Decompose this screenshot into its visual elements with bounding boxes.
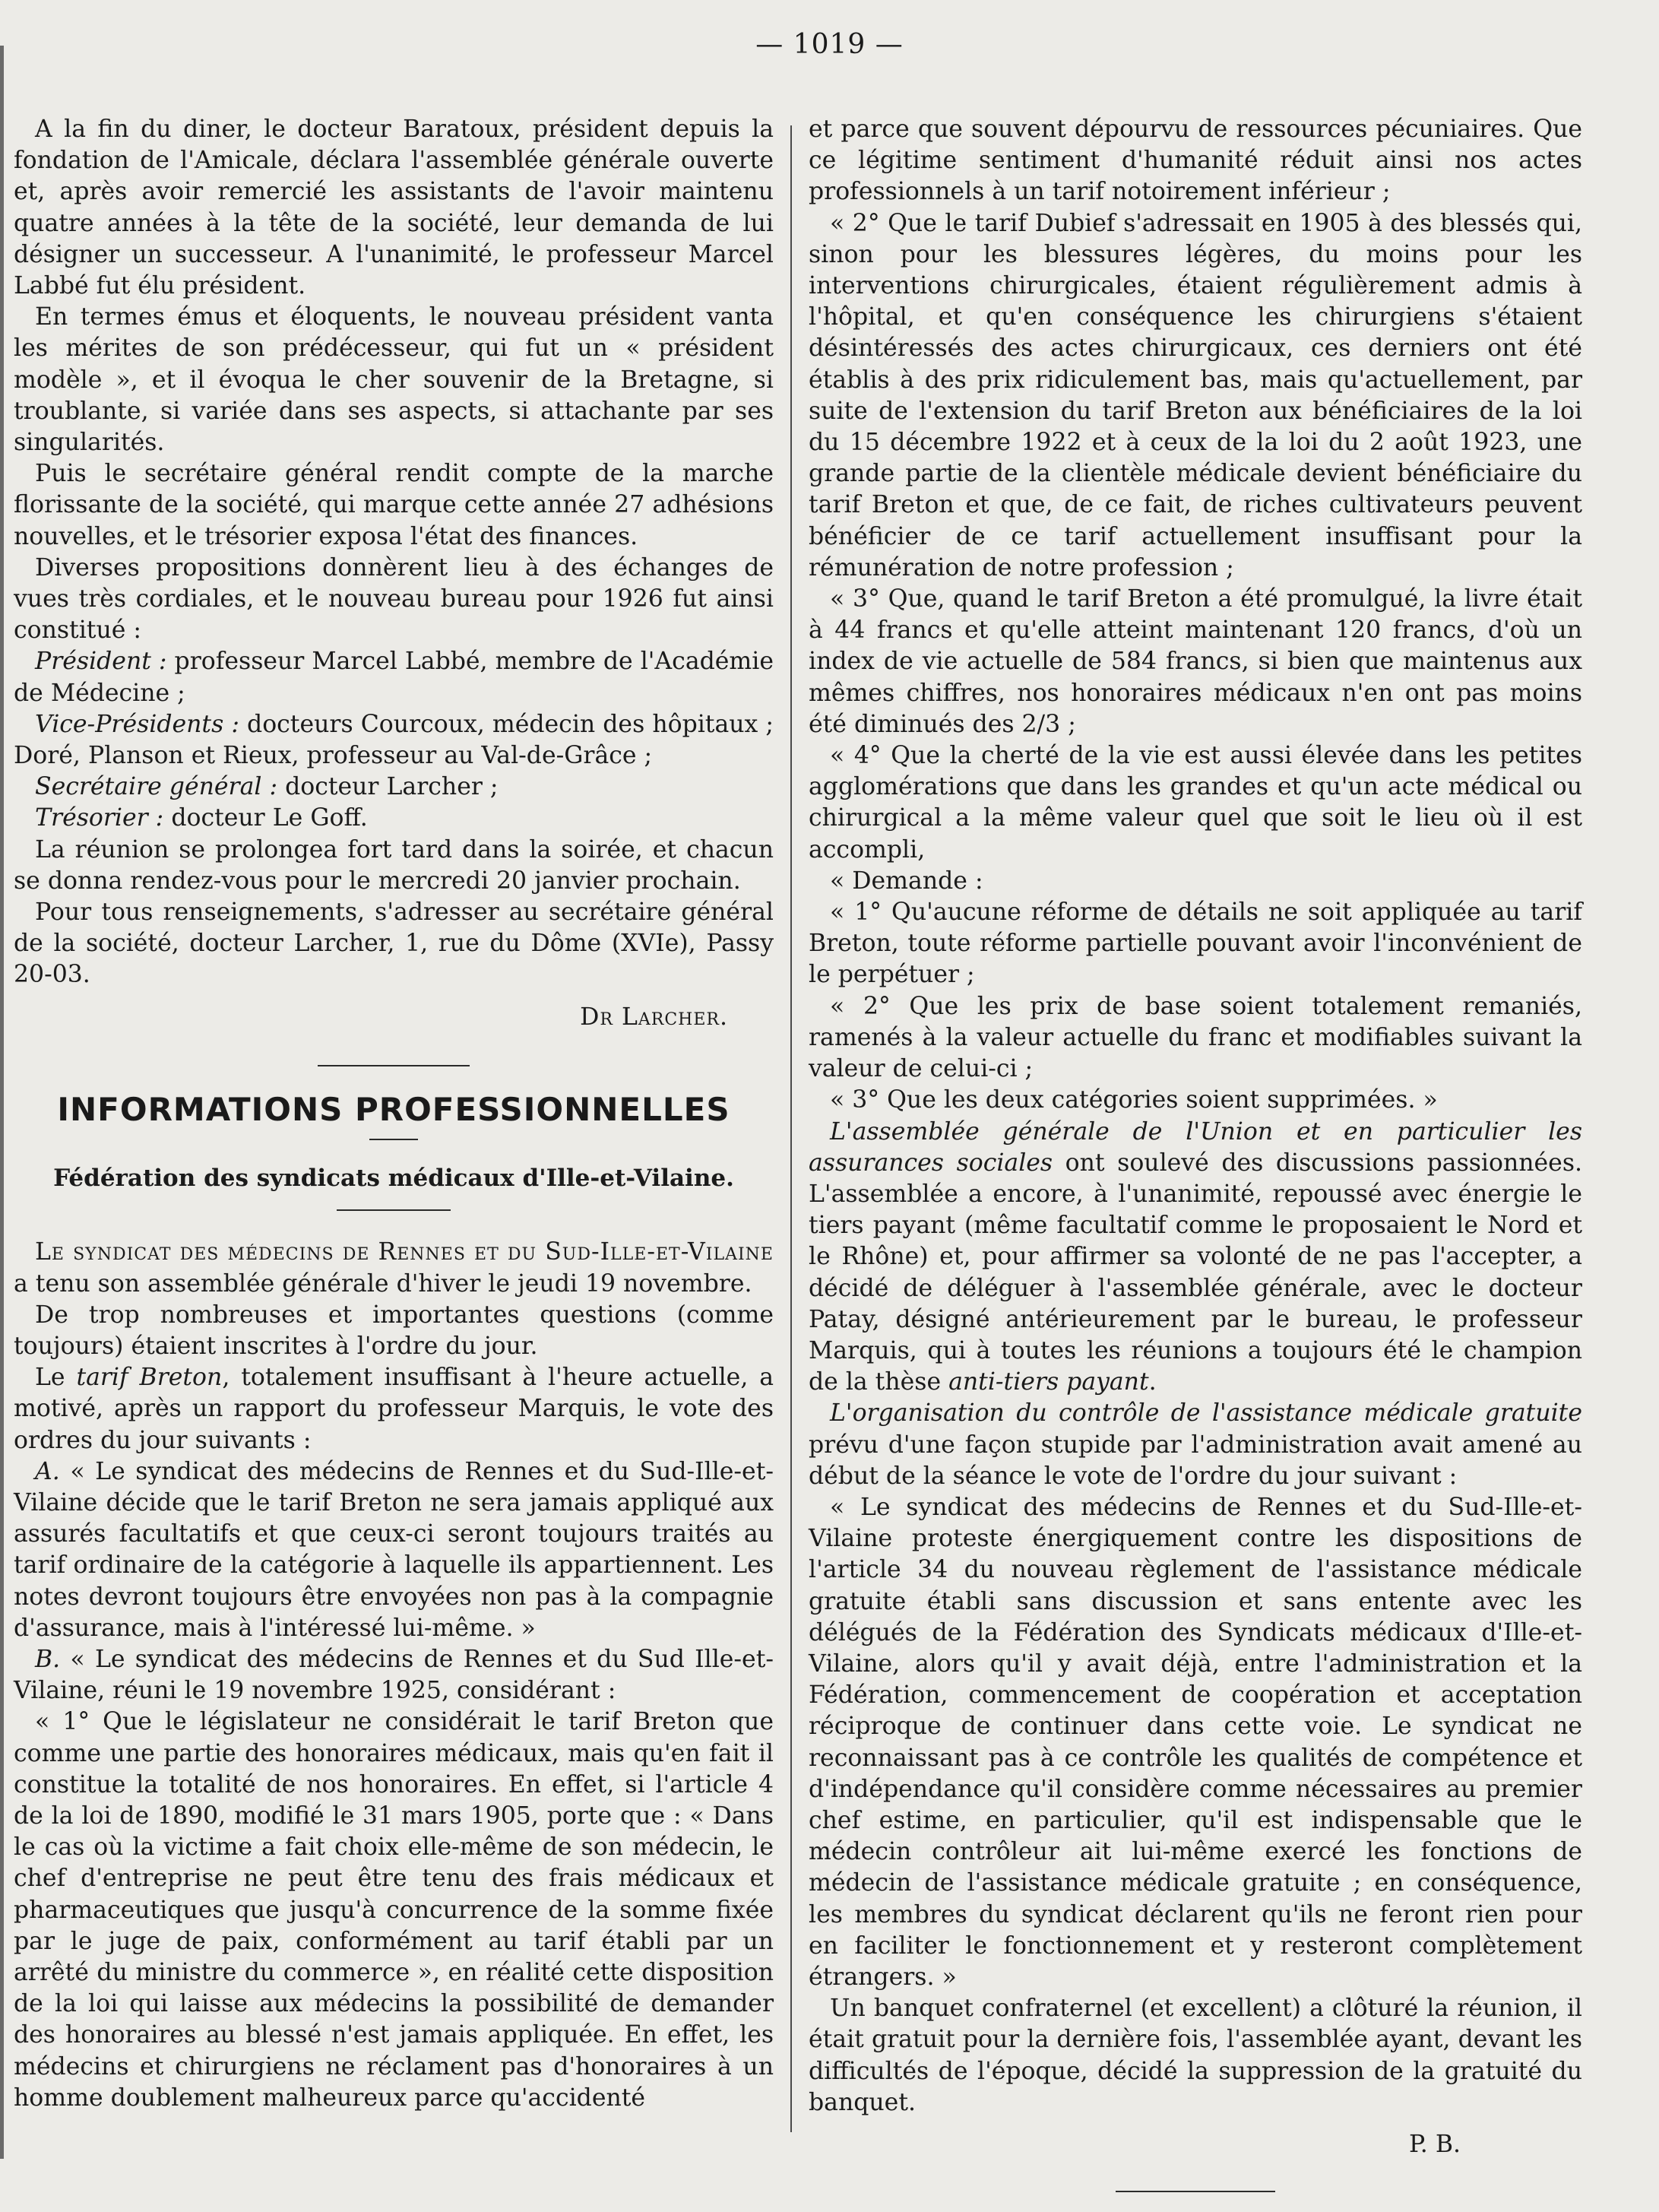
- text: « Le syndicat des médecins de Rennes et du Sud-Ille-et-Vilaine décide que le tarif Breton ne sera jamais appliqué aux assurés facultatifs et que ceux-ci seront toujours traités au tarif ordinaire de la catégorie à laquelle ils appartiennent. Les notes devront toujours être envoyées non pas à la compagnie d'assurance, mais à l'intéressé lui-même. »: [14, 1457, 774, 1642]
- paragraph: « Le syndicat des médecins de Rennes et du Sud-Ille-et-Vilaine proteste énergiquement contre les dispositions de l'article 34 du nouveau règlement de l'assistance médicale gratuite établi sans discussion et sans entente avec les délégués de la Fédération des Syndicats médicaux d'Ille-et-Vilaine, alors qu'il y avait déjà, entre l'administration et la Fédération, commencement de coopération et acceptation réciproque de continuer dans cette voie. Le syndicat ne reconnaissant pas à ce contrôle les qualités de compétence et d'indépendance qu'il considère comme nécessaires au premier chef estime, en particulier, qu'il est indispensable que le médecin contrôleur ait lui-même exercé les fonctions de médecin de l'assistance médicale gratuite ; en conséquence, les membres du syndicat déclarent qu'ils ne feront rien pour en faciliter le fonctionnement et y resteront complètement étrangers. »: [809, 1493, 1582, 1991]
- paragraph: En termes émus et éloquents, le nouveau président vanta les mérites de son prédécesseur, qui fut un « président modèle », et il évoqua le cher souvenir de la Bretagne, si troublante, si variée dans ses aspects, si attachante par ses singularités.: [14, 303, 774, 457]
- text: , totalement insuffisant à l'heure actuelle, a motivé, après un rapport du professeur Marquis, le vote des ordres du jour suivants :: [14, 1364, 774, 1454]
- separator: [337, 1209, 451, 1211]
- label: Trésorier :: [35, 804, 164, 832]
- paragraph: Diverses propositions donnèrent lieu à des échanges de vues très cordiales, et le nouveau bureau pour 1926 fut ainsi constitué :: [14, 553, 774, 645]
- text: docteur Le Goff.: [163, 804, 368, 832]
- text: Le syndicat des médecins de Rennes et du Sud-Ille-et-Vilaine: [35, 1238, 774, 1266]
- column-divider: [790, 125, 792, 2132]
- text: prévu d'une façon stupide par l'administration avait amené au début de la séance le vote de l'ordre du jour suivant :: [809, 1431, 1582, 1490]
- label: Président :: [35, 648, 167, 676]
- section-title: INFORMATIONS PROFESSIONNELLES: [57, 1090, 730, 1128]
- bureau-treasurer: [14, 803, 774, 834]
- paragraph: A la fin du diner, le docteur Baratoux, président depuis la fondation de l'Amicale, déclara l'assemblée générale ouverte et, après avoir remercié les assistants de l'avoir maintenu quatre années à la tête de la société, leur demanda de lui désigner un successeur. A l'unanimité, le professeur Marcel Labbé fut élu président.: [14, 116, 774, 300]
- paragraph: « 1° Que le législateur ne considérait le tarif Breton que comme une partie des honoraires médicaux, mais qu'en fait il constitue la totalité de nos honoraires. En effet, si l'article 4 de la loi de 1890, modifié le 31 mars 1905, porte que : « Dans le cas où la victime a fait choix elle-même de son médecin, le chef d'entreprise ne peut être tenu des frais médicaux et pharmaceutiques que jusqu'à concurrence de la somme fixée par le juge de paix, conformément au tarif établi par un arrêté du ministre du commerce », en réalité cette disposition de la loi qui laisse aux médecins la possibilité de demander des honoraires au blessé n'est jamais appliquée. En effet, les médecins et chirurgiens ne réclament pas d'honoraires à un homme doublement malheureux parce qu'accidenté: [14, 1708, 774, 2112]
- bureau-president: [14, 646, 774, 708]
- paragraph: « 4° Que la cherté de la vie est aussi élevée dans les petites agglomérations que dans les grandes et qu'un acte médical ou chirurgical a la même valeur quel que soit le lieu où il est accompli,: [809, 742, 1582, 864]
- signature: Dr Larcher.: [580, 1003, 728, 1031]
- text: L'organisation du contrôle de l'assistance médicale gratuite: [830, 1399, 1582, 1428]
- sub-title: Fédération des syndicats médicaux d'Ille-et-Vilaine.: [53, 1165, 734, 1193]
- paragraph: [809, 1117, 1582, 1399]
- text: L'assemblée générale de l'Union et en particulier les assurances sociales: [809, 1117, 1582, 1177]
- text: « Le syndicat des médecins de Rennes et du Sud Ille-et-Vilaine, réuni le 19 novembre 1925, considérant :: [14, 1645, 774, 1705]
- text: ont soulevé des discussions passionnées. L'assemblée a encore, à l'unanimité, repoussé avec énergie le tiers payant (même facultatif comme le proposaient le Nord et le Rhône) et, pour affirmer sa volonté de ne pas l'accepter, a décidé de déléguer à l'assemblée générale, avec le docteur Patay, désigné antérieurement par le bureau, le professeur Marquis, qui à toutes les réunions a toujours été le champion de la thèse: [809, 1149, 1582, 1396]
- paragraph: De trop nombreuses et importantes questions (comme toujours) étaient inscrites à l'ordre du jour.: [14, 1301, 774, 1360]
- paragraph: La réunion se prolongea fort tard dans la soirée, et chacun se donna rendez-vous pour le mercredi 20 janvier prochain.: [14, 835, 774, 895]
- text: .: [1148, 1368, 1157, 1396]
- paragraph: [14, 1237, 774, 1299]
- text: professeur Marcel Labbé, membre de l'Académie de Médecine ;: [14, 648, 774, 707]
- right-column: [809, 114, 1582, 2192]
- paragraph: Un banquet confraternel (et excellent) a clôturé la réunion, il était gratuit pour la dernière fois, l'assemblée ayant, devant les difficultés de l'époque, décidé la suppression de la gratuité du banquet.: [809, 1995, 1582, 2116]
- paragraph: [809, 1398, 1582, 1492]
- bureau-vice-presidents: [14, 709, 774, 772]
- label: B.: [35, 1645, 61, 1673]
- label: A.: [35, 1457, 60, 1485]
- paragraph: « Demande :: [830, 867, 983, 895]
- page-edge-rule: [0, 46, 4, 2159]
- paragraph: « 2° Que le tarif Dubief s'adressait en 1905 à des blessés qui, sinon pour les blessures légères, du moins pour les interventions chirurgicales, étaient régulièrement admis à l'hôpital, et qu'en conséquence les chirurgiens s'étaient désintéressés des actes chirurgicaux, ces derniers ont été établis à des prix ridiculement bas, mais qu'actuellement, par suite de l'extension du tarif Breton aux bénéficiaires de la loi du 15 décembre 1922 et à ceux de la loi du 2 août 1923, une grande partie de la clientèle médicale devient bénéficiaire du tarif Breton et que, de ce fait, de riches cultivateurs peuvent bénéficier de ce tarif actuellement insuffisant pour la rémunération de notre profession ;: [809, 209, 1582, 582]
- paragraph: « 2° Que les prix de base soient totalement remaniés, ramenés à la valeur actuelle du franc et modifiables suivant la valeur de celui-ci ;: [809, 992, 1582, 1083]
- paragraph: « 3° Que, quand le tarif Breton a été promulgué, la livre était à 44 francs et qu'elle atteint maintenant 120 francs, d'où un index de vie actuelle de 584 francs, si bien que maintenus aux mêmes chiffres, nos honoraires médicaux n'en ont pas moins été diminués des 2/3 ;: [809, 585, 1582, 738]
- text: a tenu son assemblée générale d'hiver le jeudi 19 novembre.: [14, 1269, 752, 1298]
- label: Secrétaire général :: [35, 773, 278, 801]
- paragraph: [14, 1456, 774, 1644]
- text: docteur Larcher ;: [277, 773, 499, 801]
- paragraph: « 3° Que les deux catégories soient supprimées. »: [830, 1086, 1438, 1114]
- separator: [369, 1139, 418, 1140]
- label: Vice-Présidents :: [35, 710, 239, 738]
- paragraph: et parce que souvent dépourvu de ressources pécuniaires. Que ce légitime sentiment d'humanité réduit ainsi nos actes professionnels à un tarif notoirement inférieur ;: [809, 116, 1582, 206]
- text: docteurs Courcoux, médecin des hôpitaux ; Doré, Planson et Rieux, professeur au Val-de-Grâce ;: [14, 710, 774, 770]
- text: anti-tiers payant: [948, 1368, 1149, 1396]
- paragraph: « 1° Qu'aucune réforme de détails ne soit appliquée au tarif Breton, toute réforme partielle pouvant avoir l'inconvénient de le perpétuer ;: [809, 898, 1582, 989]
- page-number: — 1019 —: [755, 29, 904, 60]
- separator: [318, 1065, 470, 1066]
- signature: P. B.: [1409, 2131, 1461, 2158]
- paragraph: Puis le secrétaire général rendit compte de la marche florissante de la société, qui marque cette année 27 adhésions nouvelles, et le trésorier exposa l'état des finances.: [14, 460, 774, 550]
- left-column: [14, 114, 774, 2114]
- bureau-secretary: [14, 772, 774, 803]
- paragraph: Pour tous renseignements, s'adresser au secrétaire général de la société, docteur Larcher, 1, rue du Dôme (XVIe), Passy 20-03.: [14, 898, 774, 989]
- paragraph: [14, 1362, 774, 1456]
- text: Le: [35, 1364, 77, 1392]
- separator: [1116, 2191, 1275, 2192]
- text: tarif Breton: [76, 1364, 223, 1392]
- paragraph: [14, 1644, 774, 1707]
